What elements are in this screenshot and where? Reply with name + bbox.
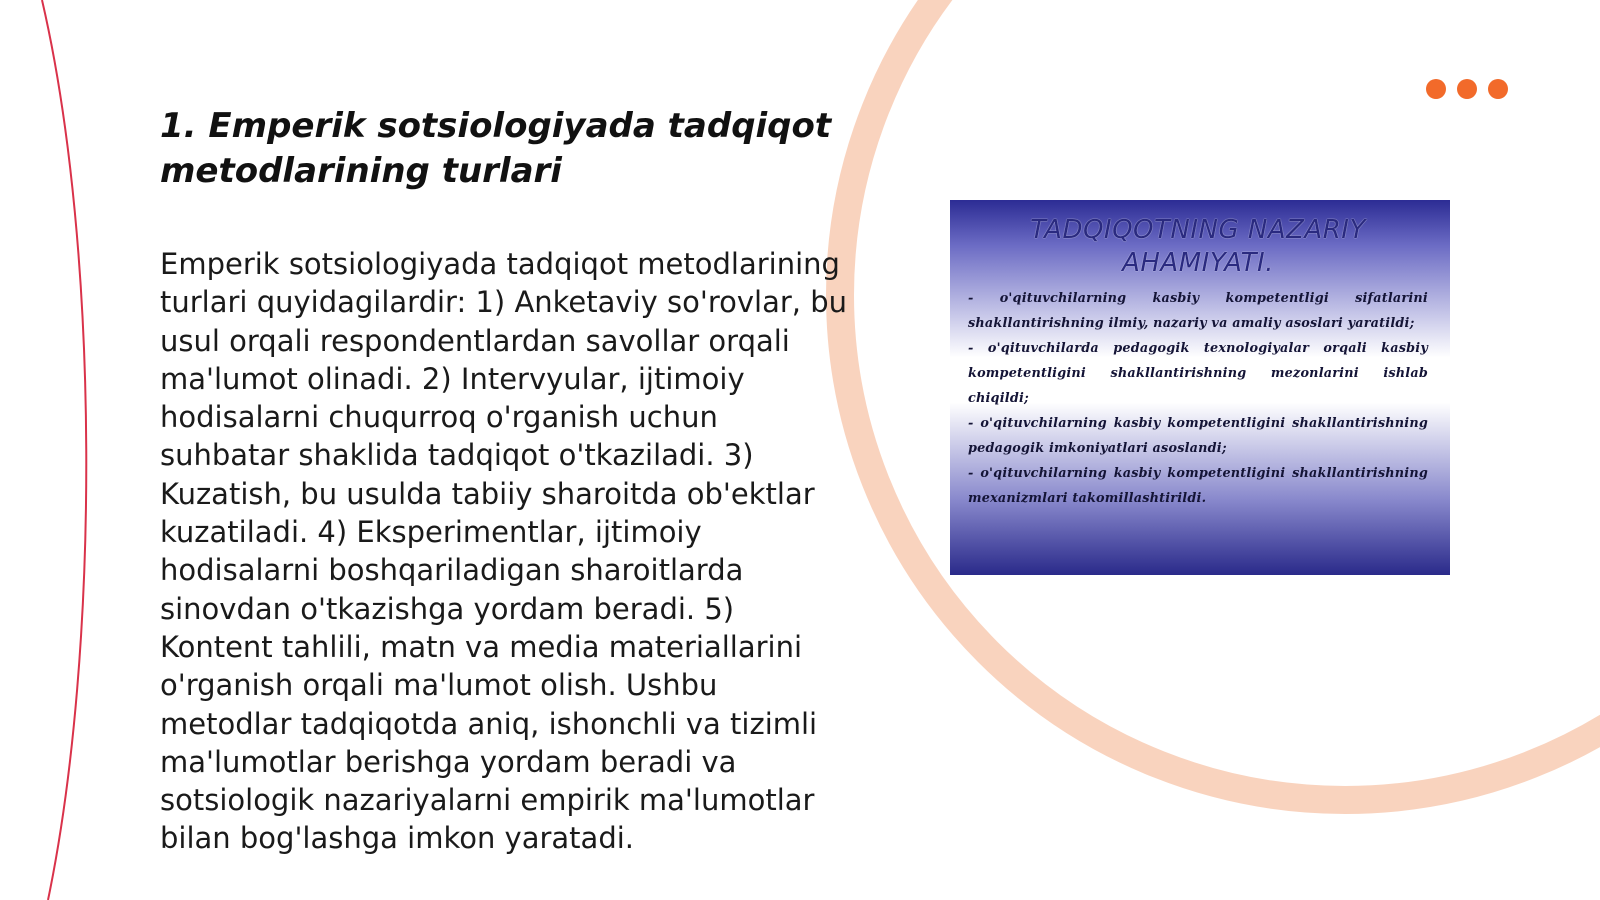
slide-title: 1. Emperik sotsiologiyada tadqiqot metodlarining turlari [160,106,832,191]
image-bullet-item: - o'qituvchilarning kasbiy kompetentligini shakllantirishning pedagogik imkoniyatlari asoslandi; [968,416,1428,456]
image-title-line-1: TADQIQOTNING NAZARIY [1030,215,1366,245]
dot-icon [1488,79,1508,99]
dot-icon [1457,79,1477,99]
image-title-line-2: AHAMIYATI. [1122,248,1274,278]
image-title [968,214,1428,280]
dot-icon [1426,79,1446,99]
slide-body-text: Emperik sotsiologiyada tadqiqot metodlarining turlari quyidagilardir: 1) Anketaviy so'rovlar, bu usul orqali respondentlardan savollar orqali ma'lumot olinadi. 2) Intervyular, ijtimoiy hodisalarni chuqurroq o'rganish uchun suhbatar shaklida tadqiqot o'tkaziladi. 3) Kuzatish, bu usulda tabiiy sharoitda ob'ektlar kuzatiladi. 4) Eksperimentlar, ijtimoiy hodisalarni boshqariladigan sharoitlarda sinovdan o'tkazishga yordam beradi. 5) Kontent tahlili, matn va media materiallarini o'rganish orqali ma'lumot olish. Ushbu metodlar tadqiqotda aniq, ishonchli va tizimli ma'lumotlar berishga yordam beradi va sotsiologik nazariyalarni empirik ma'lumotlar bilan bog'lashga imkon yaratadi. [160,247,847,856]
dots-decoration [1426,79,1508,99]
image-bullet-item: - o'qituvchilarda pedagogik texnologiyalar orqali kasbiy kompetentligini shakllantirishning mezonlarini ishlab chiqildi; [968,341,1428,406]
left-curve-line [42,0,86,900]
image-bullet-item: - o'qituvchilarning kasbiy kompetentligi sifatlarini shakllantirishning ilmiy, nazariy va amaliy asoslari yaratildi; [968,291,1428,331]
embedded-slide-image [950,200,1450,575]
image-bullet-list [968,286,1428,511]
image-bullet-item: - o'qituvchilarning kasbiy kompetentligini shakllantirishning mexanizmlari takomillashtirildi. [968,466,1428,506]
